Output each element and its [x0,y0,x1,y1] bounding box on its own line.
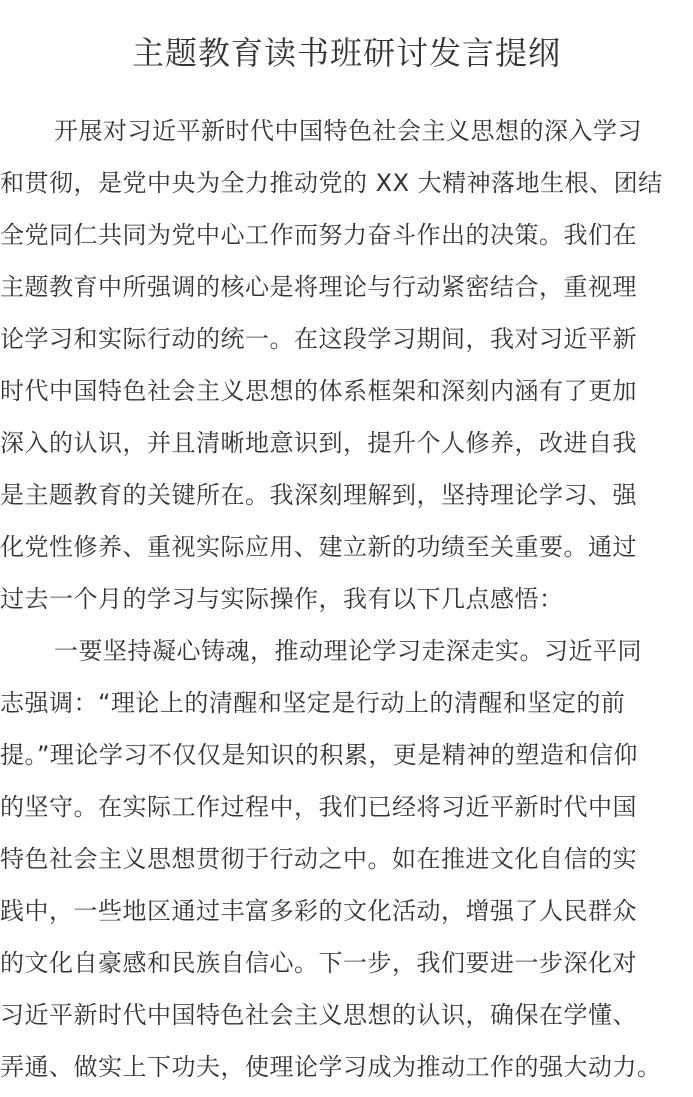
document-title: 主题教育读书班研讨发言提纲 [131,34,561,72]
text-line: 和贯彻，是党中央为全力推动党的 XX 大精神落地生根、团结 [0,169,663,197]
text-line: 化党性修养、重视实际应用、建立新的功绩至关重要。通过 [0,533,637,561]
text-line: 的文化自豪感和民族自信心。下一步，我们要进一步深化对 [0,949,637,977]
text-line: 一要坚持凝心铸魂，推动理论学习走深走实。习近平同 [54,637,642,665]
text-line: 的坚守。在实际工作过程中，我们已经将习近平新时代中国 [0,793,637,821]
text-line: 践中，一些地区通过丰富多彩的文化活动，增强了人民群众 [0,897,637,925]
text-line: 深入的认识，并且清晰地意识到，提升个人修养，改进自我 [0,429,637,457]
text-line: 过去一个月的学习与实际操作，我有以下几点感悟： [0,585,564,613]
text-line: 志强调：“理论上的清醒和坚定是行动上的清醒和坚定的前 [0,689,626,717]
text-line: 论学习和实际行动的统一。在这段学习期间，我对习近平新 [0,325,637,353]
paragraph-intro [0,105,693,625]
text-line: 弄通、做实上下功夫，使理论学习成为推动工作的强大动力。 [0,1053,662,1081]
text-line: 是主题教育的关键所在。我深刻理解到，坚持理论学习、强 [0,481,637,509]
text-line: 开展对习近平新时代中国特色社会主义思想的深入学习 [54,117,642,145]
paragraph-point-one [0,625,693,1093]
text-line: 特色社会主义思想贯彻于行动之中。如在推进文化自信的实 [0,845,637,873]
text-line: 全党同仁共同为党中心工作而努力奋斗作出的决策。我们在 [0,221,637,249]
text-line: 提。”理论学习不仅仅是知识的积累，更是精神的塑造和信仰 [0,741,638,769]
text-line: 习近平新时代中国特色社会主义思想的认识，确保在学懂、 [0,1001,637,1029]
text-line: 主题教育中所强调的核心是将理论与行动紧密结合，重视理 [0,273,637,301]
text-line: 时代中国特色社会主义思想的体系框架和深刻内涵有了更加 [0,377,637,405]
